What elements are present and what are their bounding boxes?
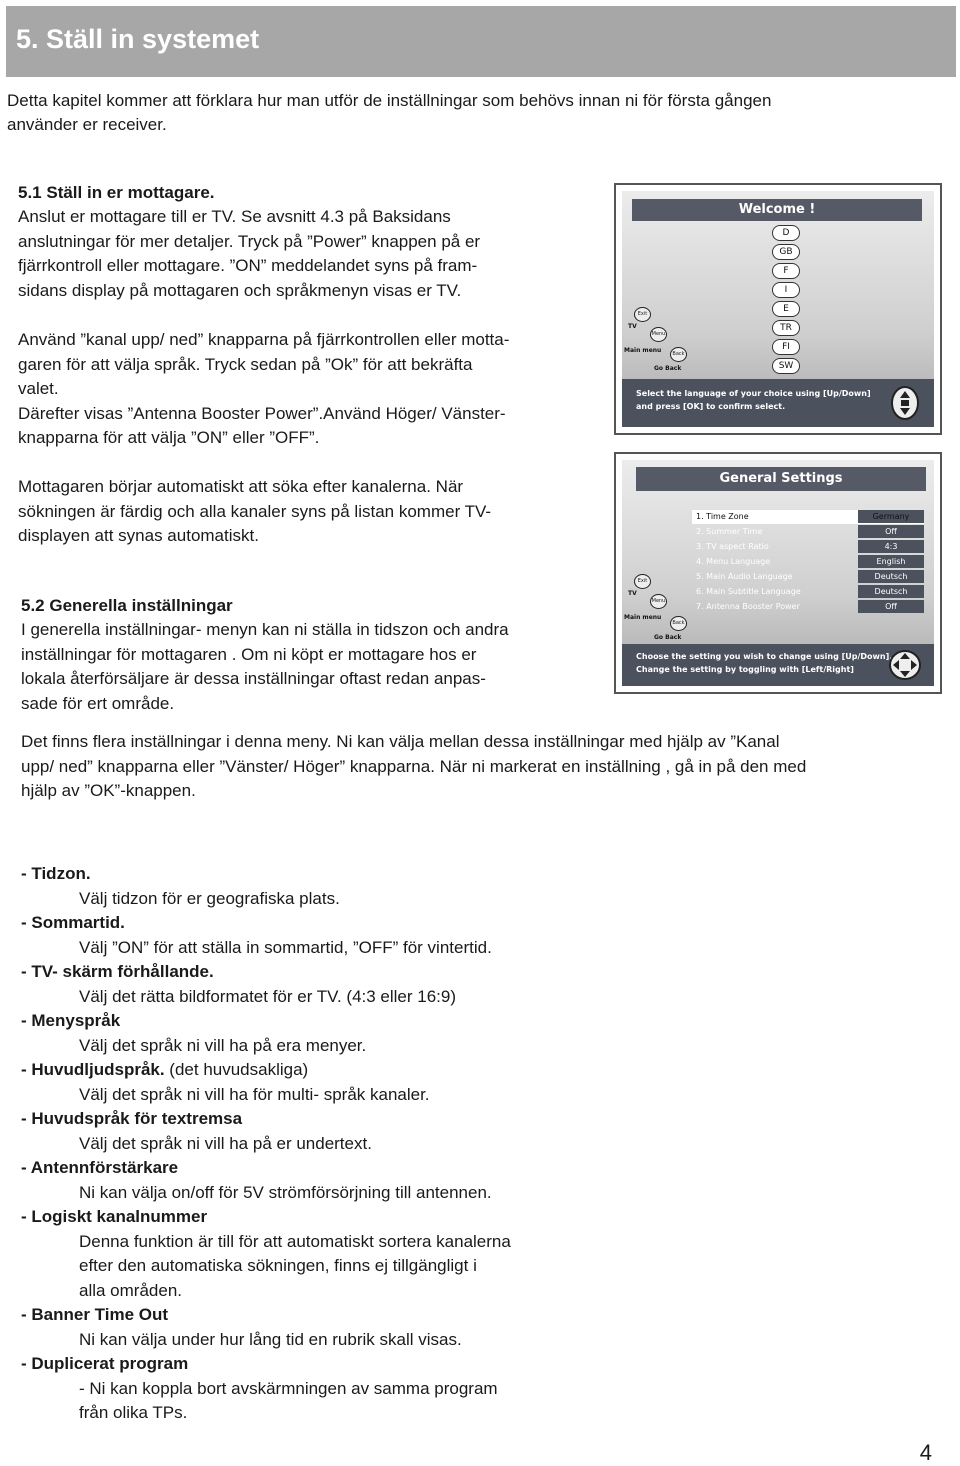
text-line: Det finns flera inställningar i denna meny. Ni kan välja mellan dessa inställningar med hjälp av ”Kanal xyxy=(21,732,780,751)
list-item xyxy=(21,960,641,1009)
go-back-label: Go Back xyxy=(654,365,682,372)
settings-row xyxy=(692,525,924,539)
setting-value: 4:3 xyxy=(858,540,924,553)
setting-title: - TV- skärm förhållande. xyxy=(21,962,214,981)
language-option: I xyxy=(772,282,800,298)
hint-line-1: Select the language of your choice using [Up/Down] xyxy=(636,389,871,398)
welcome-screen-image xyxy=(614,183,942,435)
setting-value: Deutsch xyxy=(858,570,924,583)
setting-title: - Duplicerat program xyxy=(21,1354,189,1373)
hint-line-2: and press [OK] to confirm select. xyxy=(636,402,786,411)
text-line: anslutningar för mer detaljer. Tryck på ”Power” knappen på er xyxy=(18,231,481,251)
list-item xyxy=(21,1156,641,1205)
setting-name: 7. Antenna Booster Power xyxy=(696,602,800,611)
setting-value: Off xyxy=(858,525,924,538)
text-line: displayen att synas automatiskt. xyxy=(18,526,259,545)
text-line: knapparna för att välja ”ON” eller ”OFF”. xyxy=(18,428,320,447)
section-52-paragraph-2 xyxy=(21,730,806,804)
general-settings-hint-bar xyxy=(622,644,934,686)
text-line: sidans display på mottagaren och språkmenyn visas er TV. xyxy=(18,280,462,300)
language-option: TR xyxy=(772,320,800,336)
settings-row xyxy=(692,585,924,599)
setting-name: 1. Time Zone xyxy=(696,512,749,521)
setting-description: Ni kan välja on/off för 5V strömförsörjning till antennen. xyxy=(79,1182,492,1202)
setting-title: - Sommartid. xyxy=(21,913,125,932)
list-item xyxy=(21,1107,641,1156)
setting-title: - Menyspråk xyxy=(21,1011,121,1030)
text-line: Använd ”kanal upp/ ned” knapparna på fjärrkontrollen eller motta- xyxy=(18,330,510,349)
setting-description: Denna funktion är till för att automatiskt sortera kanalerna xyxy=(79,1231,511,1251)
hint-line-1: Choose the setting you wish to change using [Up/Down]. xyxy=(636,652,893,661)
text-line: valet. xyxy=(18,379,59,398)
setting-description: Ni kan välja under hur lång tid en rubrik skall visas. xyxy=(79,1329,462,1349)
back-icon: Back xyxy=(670,616,687,631)
setting-name: 6. Main Subtitle Language xyxy=(696,587,801,596)
setting-description: från olika TPs. xyxy=(79,1403,188,1422)
menu-icon: Menu xyxy=(650,594,667,609)
section-52-heading xyxy=(21,594,233,619)
setting-description: - Ni kan koppla bort avskärmningen av samma program xyxy=(79,1378,498,1398)
setting-value: Off xyxy=(858,600,924,613)
section-51-heading: 5.1 Ställ in er mottagare. xyxy=(18,183,215,202)
section-51-paragraph-1 xyxy=(18,205,480,303)
text-line: Därefter visas ”Antenna Booster Power”.Använd Höger/ Vänster- xyxy=(18,403,506,423)
list-item xyxy=(21,1058,641,1107)
setting-value: Germany xyxy=(858,510,924,523)
language-option: E xyxy=(772,301,800,317)
intro-line-2: använder er receiver. xyxy=(7,115,167,134)
language-option: F xyxy=(772,263,800,279)
setting-description: Välj det språk ni vill ha på er undertext. xyxy=(79,1133,372,1153)
setting-description: Välj det språk ni vill ha på era menyer. xyxy=(79,1035,367,1055)
settings-row xyxy=(692,510,924,524)
text-line: garen för att välja språk. Tryck sedan på ”Ok” för att bekräfta xyxy=(18,354,473,374)
text-line: hjälp av ”OK”-knappen. xyxy=(21,781,196,800)
intro-line-1: Detta kapitel kommer att förklara hur man utför de inställningar som behövs innan ni för första gången xyxy=(7,91,772,110)
settings-list xyxy=(21,862,641,1426)
tv-label: TV xyxy=(628,590,637,597)
welcome-title: Welcome ! xyxy=(632,199,922,221)
setting-description: Välj det språk ni vill ha för multi- språk kanaler. xyxy=(79,1084,430,1104)
text-line: I generella inställningar- menyn kan ni ställa in tidszon och andra xyxy=(21,620,509,639)
general-settings-screen-image xyxy=(614,452,942,694)
setting-description: alla områden. xyxy=(79,1280,183,1300)
setting-title: - Huvudljudspråk. xyxy=(21,1060,165,1079)
setting-title: - Tidzon. xyxy=(21,864,91,883)
text-line: upp/ ned” knapparna eller ”Vänster/ Höger” knapparna. När ni markerat en inställning , gå in på den med xyxy=(21,756,807,776)
exit-icon: Exit xyxy=(634,574,651,589)
section-52-number: 5.2 xyxy=(21,596,45,615)
settings-row xyxy=(692,570,924,584)
go-back-label: Go Back xyxy=(654,634,682,641)
exit-icon: Exit xyxy=(634,307,651,322)
text-line: fjärrkontroll eller mottagare. ”ON” meddelandet syns på fram- xyxy=(18,256,478,275)
list-item xyxy=(21,911,641,960)
settings-row xyxy=(692,600,924,614)
setting-value: English xyxy=(858,555,924,568)
language-option: FI xyxy=(772,339,800,355)
dpad-icon xyxy=(890,385,920,421)
section-52-paragraph-1 xyxy=(21,618,509,716)
setting-name: 5. Main Audio Language xyxy=(696,572,793,581)
setting-title-extra: (det huvudsakliga) xyxy=(164,1060,309,1079)
setting-title: - Huvudspråk för textremsa xyxy=(21,1109,243,1128)
main-menu-label: Main menu xyxy=(624,614,662,621)
page-number: 4 xyxy=(919,1440,932,1465)
text-line: Anslut er mottagare till er TV. Se avsnitt 4.3 på Baksidans xyxy=(18,207,451,226)
language-option: D xyxy=(772,225,800,241)
setting-description: efter den automatiska sökningen, finns ej tillgängligt i xyxy=(79,1256,477,1275)
chapter-header xyxy=(6,6,956,77)
setting-description: Välj tidzon för er geografiska plats. xyxy=(79,888,340,908)
list-item xyxy=(21,1352,641,1426)
tv-label: TV xyxy=(628,323,637,330)
setting-description: Välj det rätta bildformatet för er TV. (4:3 eller 16:9) xyxy=(79,986,457,1006)
welcome-hint-bar xyxy=(622,379,934,427)
text-line: sade för ert område. xyxy=(21,693,175,713)
setting-title: - Antennförstärkare xyxy=(21,1158,179,1177)
setting-description: Välj ”ON” för att ställa in sommartid, ”OFF” för vintertid. xyxy=(79,937,492,957)
main-menu-label: Main menu xyxy=(624,347,662,354)
list-item xyxy=(21,1205,641,1303)
general-settings-title: General Settings xyxy=(636,467,926,491)
setting-name: 2. Summer Time xyxy=(696,527,763,536)
text-line: inställningar för mottagaren . Om ni köpt er mottagare hos er xyxy=(21,644,477,664)
language-option: SW xyxy=(772,358,800,374)
menu-icon: Menu xyxy=(650,327,667,342)
settings-row xyxy=(692,555,924,569)
list-item xyxy=(21,862,641,911)
back-icon: Back xyxy=(670,347,687,362)
section-52-title: Generella inställningar xyxy=(49,596,233,615)
language-option: GB xyxy=(772,244,800,260)
text-line: sökningen är färdig och alla kanaler syns på listan kommer TV- xyxy=(18,501,492,521)
text-line: Mottagaren börjar automatiskt att söka efter kanalerna. När xyxy=(18,477,464,496)
chapter-title: 5. Ställ in systemet xyxy=(16,24,260,54)
dpad-icon xyxy=(888,649,922,681)
setting-title: - Logiskt kanalnummer xyxy=(21,1207,208,1226)
setting-title: - Banner Time Out xyxy=(21,1305,169,1324)
settings-row xyxy=(692,540,924,554)
section-51-paragraph-3 xyxy=(18,475,491,549)
section-51-paragraph-2 xyxy=(18,328,509,451)
hint-line-2: Change the setting by toggling with [Left/Right] xyxy=(636,665,854,674)
list-item xyxy=(21,1303,641,1352)
setting-value: Deutsch xyxy=(858,585,924,598)
list-item xyxy=(21,1009,641,1058)
setting-name: 3. TV aspect Ratio xyxy=(696,542,769,551)
setting-name: 4. Menu Language xyxy=(696,557,771,566)
text-line: lokala återförsäljare är dessa inställningar oftast redan anpas- xyxy=(21,669,486,688)
